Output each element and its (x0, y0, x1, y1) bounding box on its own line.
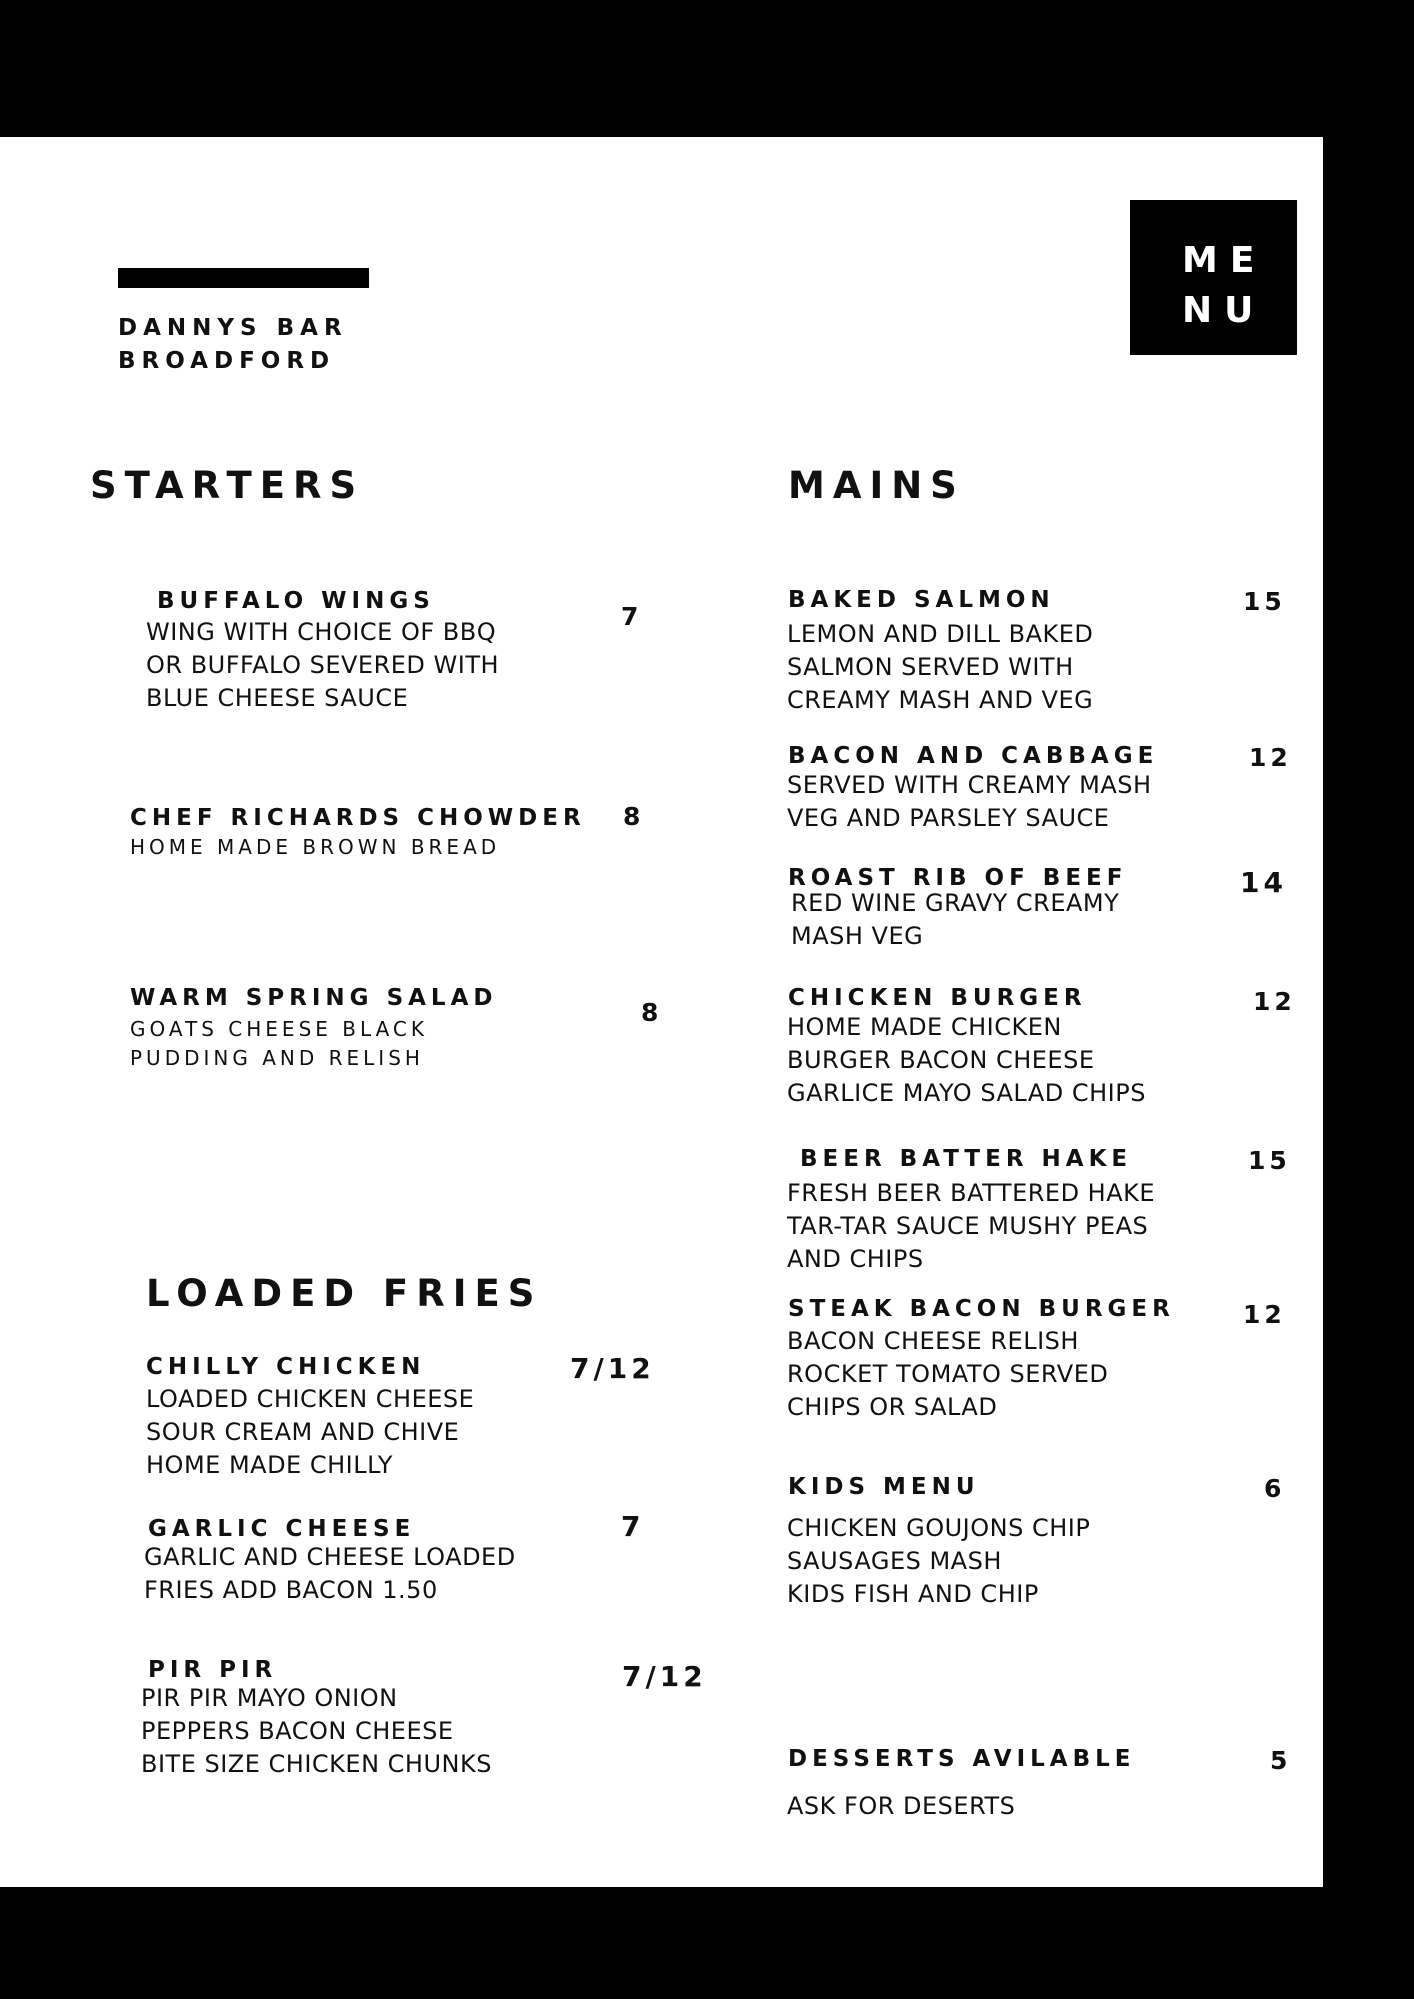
starter-price: 8 (641, 998, 663, 1027)
starter-description: GOATS CHEESE BLACK PUDDING AND RELISH (130, 1017, 428, 1070)
main-name: CHICKEN BURGER (788, 985, 1087, 1011)
starter-description: HOME MADE BROWN BREAD (130, 835, 501, 859)
main-name: ROAST RIB OF BEEF (788, 865, 1128, 891)
starter-name: WARM SPRING SALAD (130, 985, 498, 1011)
fries-price: 7 (621, 1510, 645, 1543)
fries-description: PIR PIR MAYO ONION PEPPERS BACON CHEESE BITE SIZE CHICKEN CHUNKS (141, 1684, 492, 1778)
main-price: 12 (1253, 987, 1296, 1016)
starter-price: 7 (621, 602, 643, 631)
main-description: FRESH BEER BATTERED HAKE TAR-TAR SAUCE MUSHY PEAS AND CHIPS (787, 1179, 1156, 1273)
starter-name: CHEF RICHARDS CHOWDER (130, 805, 586, 831)
main-description: BACON CHEESE RELISH ROCKET TOMATO SERVED CHIPS OR SALAD (787, 1327, 1109, 1421)
loaded-fries-heading: LOADED FRIES (146, 1272, 543, 1315)
main-description: SERVED WITH CREAMY MASH VEG AND PARSLEY SAUCE (787, 771, 1152, 832)
main-price: 12 (1243, 1300, 1286, 1329)
main-name: BEER BATTER HAKE (800, 1146, 1133, 1172)
main-description: RED WINE GRAVY CREAMY MASH VEG (791, 889, 1120, 950)
fries-price: 7/12 (570, 1352, 655, 1385)
main-name: BACON AND CABBAGE (788, 743, 1159, 769)
main-name: STEAK BACON BURGER (788, 1296, 1175, 1322)
main-price: 6 (1264, 1474, 1286, 1503)
starter-description: WING WITH CHOICE OF BBQ OR BUFFALO SEVERED WITH BLUE CHEESE SAUCE (146, 618, 500, 712)
main-price: 15 (1243, 587, 1286, 616)
main-description: ASK FOR DESERTS (787, 1792, 1016, 1820)
decorative-bar (118, 268, 369, 288)
main-price: 5 (1270, 1746, 1292, 1775)
fries-description: LOADED CHICKEN CHEESE SOUR CREAM AND CHIVE HOME MADE CHILLY (146, 1385, 475, 1479)
main-price: 15 (1248, 1146, 1291, 1175)
fries-description: GARLIC AND CHEESE LOADED FRIES ADD BACON 1.50 (144, 1543, 516, 1604)
menu-logo-box (1130, 200, 1297, 355)
menu-logo-line-2: NU (1182, 290, 1266, 331)
fries-name: GARLIC CHEESE (148, 1516, 416, 1542)
fries-name: PIR PIR (148, 1657, 278, 1683)
starter-price: 8 (623, 802, 645, 831)
menu-logo-line-1: ME (1182, 240, 1267, 281)
main-description: HOME MADE CHICKEN BURGER BACON CHEESE GARLICE MAYO SALAD CHIPS (787, 1013, 1146, 1107)
main-price: 12 (1249, 743, 1292, 772)
mains-heading: MAINS (788, 464, 965, 507)
main-name: KIDS MENU (788, 1474, 980, 1500)
fries-name: CHILLY CHICKEN (146, 1354, 426, 1380)
main-description: CHICKEN GOUJONS CHIP SAUSAGES MASH KIDS FISH AND CHIP (787, 1514, 1091, 1608)
starter-name: BUFFALO WINGS (157, 588, 435, 614)
bar-name: DANNYS BAR (118, 315, 348, 341)
fries-price: 7/12 (622, 1660, 707, 1693)
bar-location: BROADFORD (118, 348, 336, 374)
main-name: DESSERTS AVILABLE (788, 1746, 1136, 1772)
main-price: 14 (1240, 866, 1287, 899)
main-description: LEMON AND DILL BAKED SALMON SERVED WITH CREAMY MASH AND VEG (787, 620, 1094, 714)
main-name: BAKED SALMON (788, 587, 1055, 613)
starters-heading: STARTERS (90, 464, 365, 507)
